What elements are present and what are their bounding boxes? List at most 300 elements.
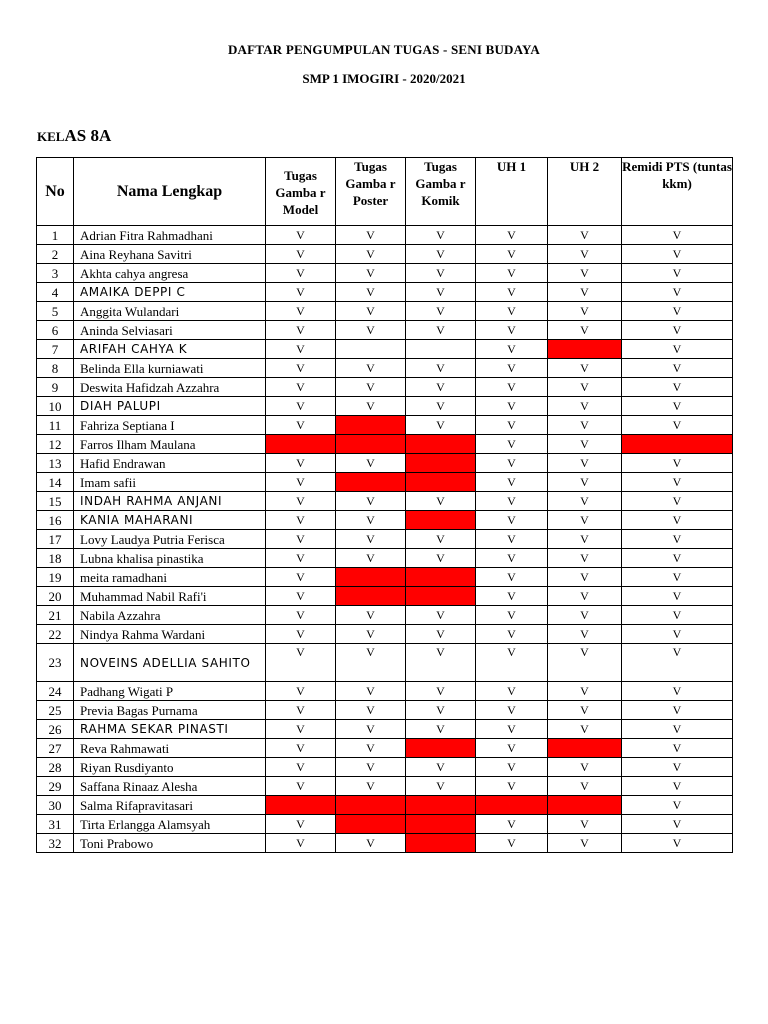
mark-cell-remidi-pts: V bbox=[622, 815, 733, 834]
table-row bbox=[37, 701, 733, 720]
header-no: No bbox=[37, 158, 74, 226]
student-name: Saffana Rinaaz Alesha bbox=[74, 777, 266, 796]
student-name: NOVEINS ADELLIA SAHITO bbox=[74, 644, 266, 682]
table-row bbox=[37, 283, 733, 302]
row-number: 27 bbox=[37, 739, 74, 758]
row-number: 6 bbox=[37, 321, 74, 340]
student-name: Aninda Selviasari bbox=[74, 321, 266, 340]
mark-cell-remidi-pts: V bbox=[622, 701, 733, 720]
mark-cell-tugas-model: V bbox=[266, 340, 336, 359]
table-row bbox=[37, 758, 733, 777]
missing-cell-tugas-komik bbox=[406, 511, 476, 530]
student-name: Deswita Hafidzah Azzahra bbox=[74, 378, 266, 397]
missing-cell-uh2 bbox=[548, 739, 622, 758]
mark-cell-remidi-pts: V bbox=[622, 549, 733, 568]
student-name: Muhammad Nabil Rafi'i bbox=[74, 587, 266, 606]
mark-cell-uh1: V bbox=[476, 815, 548, 834]
table-row bbox=[37, 454, 733, 473]
table-row bbox=[37, 397, 733, 416]
row-number: 31 bbox=[37, 815, 74, 834]
student-name: Nabila Azzahra bbox=[74, 606, 266, 625]
mark-cell-tugas-poster: V bbox=[336, 834, 406, 853]
header-tugas-komik: Tugas Gamba r Komik bbox=[406, 158, 476, 226]
student-name: Hafid Endrawan bbox=[74, 454, 266, 473]
mark-cell-uh1: V bbox=[476, 492, 548, 511]
student-name: Nindya Rahma Wardani bbox=[74, 625, 266, 644]
mark-cell-tugas-model: V bbox=[266, 264, 336, 283]
mark-cell-remidi-pts: V bbox=[622, 796, 733, 815]
mark-cell-tugas-poster: V bbox=[336, 397, 406, 416]
mark-cell-tugas-model: V bbox=[266, 758, 336, 777]
mark-cell-remidi-pts: V bbox=[622, 397, 733, 416]
missing-cell-tugas-komik bbox=[406, 568, 476, 587]
mark-cell-uh2: V bbox=[548, 568, 622, 587]
mark-cell-tugas-model: V bbox=[266, 492, 336, 511]
missing-cell-tugas-poster bbox=[336, 435, 406, 454]
student-name: INDAH RAHMA ANJANI bbox=[74, 492, 266, 511]
mark-cell-uh2: V bbox=[548, 834, 622, 853]
mark-cell-tugas-poster: V bbox=[336, 530, 406, 549]
missing-cell-tugas-poster bbox=[336, 587, 406, 606]
mark-cell-remidi-pts: V bbox=[622, 530, 733, 549]
mark-cell-remidi-pts: V bbox=[622, 226, 733, 245]
mark-cell-uh2: V bbox=[548, 511, 622, 530]
mark-cell-remidi-pts: V bbox=[622, 492, 733, 511]
student-name: Adrian Fitra Rahmadhani bbox=[74, 226, 266, 245]
student-name: Belinda Ella kurniawati bbox=[74, 359, 266, 378]
row-number: 18 bbox=[37, 549, 74, 568]
table-row bbox=[37, 492, 733, 511]
mark-cell-tugas-komik: V bbox=[406, 264, 476, 283]
missing-cell-tugas-model bbox=[266, 435, 336, 454]
student-name: Toni Prabowo bbox=[74, 834, 266, 853]
mark-cell-uh1: V bbox=[476, 758, 548, 777]
mark-cell-tugas-model: V bbox=[266, 454, 336, 473]
mark-cell-remidi-pts: V bbox=[622, 511, 733, 530]
mark-cell-tugas-komik: V bbox=[406, 549, 476, 568]
missing-cell-tugas-komik bbox=[406, 435, 476, 454]
student-name: Reva Rahmawati bbox=[74, 739, 266, 758]
table-row bbox=[37, 796, 733, 815]
row-number: 8 bbox=[37, 359, 74, 378]
mark-cell-uh1: V bbox=[476, 359, 548, 378]
table-row bbox=[37, 606, 733, 625]
mark-cell-tugas-komik: V bbox=[406, 682, 476, 701]
mark-cell-tugas-model: V bbox=[266, 587, 336, 606]
mark-cell-tugas-poster: V bbox=[336, 701, 406, 720]
row-number: 16 bbox=[37, 511, 74, 530]
row-number: 20 bbox=[37, 587, 74, 606]
mark-cell-uh1: V bbox=[476, 530, 548, 549]
mark-cell-tugas-poster: V bbox=[336, 359, 406, 378]
mark-cell-tugas-poster: V bbox=[336, 549, 406, 568]
table-row bbox=[37, 302, 733, 321]
mark-cell-remidi-pts: V bbox=[622, 416, 733, 435]
missing-cell-tugas-komik bbox=[406, 587, 476, 606]
mark-cell-uh1: V bbox=[476, 416, 548, 435]
mark-cell-uh2: V bbox=[548, 473, 622, 492]
mark-cell-uh2: V bbox=[548, 758, 622, 777]
row-number: 13 bbox=[37, 454, 74, 473]
missing-cell-uh2 bbox=[548, 796, 622, 815]
mark-cell-tugas-komik: V bbox=[406, 625, 476, 644]
mark-cell-tugas-komik: V bbox=[406, 359, 476, 378]
mark-cell-uh2: V bbox=[548, 226, 622, 245]
mark-cell-remidi-pts: V bbox=[622, 587, 733, 606]
mark-cell-uh2: V bbox=[548, 264, 622, 283]
class-label-rest: AS 8A bbox=[64, 126, 112, 145]
table-header-row bbox=[37, 158, 733, 226]
header-uh1: UH 1 bbox=[476, 158, 548, 226]
table-row bbox=[37, 587, 733, 606]
row-number: 25 bbox=[37, 701, 74, 720]
table-row bbox=[37, 264, 733, 283]
mark-cell-tugas-komik: V bbox=[406, 644, 476, 682]
mark-cell-tugas-komik bbox=[406, 340, 476, 359]
table-body bbox=[37, 226, 733, 853]
row-number: 15 bbox=[37, 492, 74, 511]
mark-cell-tugas-komik: V bbox=[406, 758, 476, 777]
mark-cell-tugas-model: V bbox=[266, 777, 336, 796]
table-row bbox=[37, 321, 733, 340]
student-name: Lovy Laudya Putria Ferisca bbox=[74, 530, 266, 549]
mark-cell-tugas-model: V bbox=[266, 378, 336, 397]
row-number: 30 bbox=[37, 796, 74, 815]
missing-cell-tugas-poster bbox=[336, 796, 406, 815]
table-row bbox=[37, 777, 733, 796]
mark-cell-uh1: V bbox=[476, 549, 548, 568]
mark-cell-tugas-poster: V bbox=[336, 454, 406, 473]
table-row bbox=[37, 568, 733, 587]
mark-cell-tugas-poster: V bbox=[336, 777, 406, 796]
header-remidi-pts: Remidi PTS (tuntas kkm) bbox=[622, 158, 733, 226]
mark-cell-uh2: V bbox=[548, 378, 622, 397]
mark-cell-tugas-model: V bbox=[266, 397, 336, 416]
mark-cell-tugas-model: V bbox=[266, 283, 336, 302]
mark-cell-tugas-model: V bbox=[266, 834, 336, 853]
missing-cell-tugas-poster bbox=[336, 815, 406, 834]
mark-cell-uh2: V bbox=[548, 777, 622, 796]
row-number: 29 bbox=[37, 777, 74, 796]
mark-cell-tugas-poster: V bbox=[336, 682, 406, 701]
row-number: 2 bbox=[37, 245, 74, 264]
mark-cell-remidi-pts: V bbox=[622, 777, 733, 796]
row-number: 10 bbox=[37, 397, 74, 416]
mark-cell-uh2: V bbox=[548, 682, 622, 701]
mark-cell-uh1: V bbox=[476, 587, 548, 606]
mark-cell-tugas-komik: V bbox=[406, 777, 476, 796]
mark-cell-remidi-pts: V bbox=[622, 720, 733, 739]
table-row bbox=[37, 530, 733, 549]
table-row bbox=[37, 359, 733, 378]
mark-cell-tugas-model: V bbox=[266, 720, 336, 739]
mark-cell-remidi-pts: V bbox=[622, 834, 733, 853]
mark-cell-tugas-model: V bbox=[266, 815, 336, 834]
row-number: 1 bbox=[37, 226, 74, 245]
mark-cell-tugas-komik: V bbox=[406, 701, 476, 720]
missing-cell-uh1 bbox=[476, 796, 548, 815]
row-number: 5 bbox=[37, 302, 74, 321]
mark-cell-uh1: V bbox=[476, 302, 548, 321]
mark-cell-tugas-komik: V bbox=[406, 530, 476, 549]
header-tugas-poster: Tugas Gamba r Poster bbox=[336, 158, 406, 226]
row-number: 32 bbox=[37, 834, 74, 853]
row-number: 19 bbox=[37, 568, 74, 587]
mark-cell-uh1: V bbox=[476, 283, 548, 302]
mark-cell-uh2: V bbox=[548, 644, 622, 682]
mark-cell-uh2: V bbox=[548, 606, 622, 625]
student-name: Aina Reyhana Savitri bbox=[74, 245, 266, 264]
mark-cell-uh1: V bbox=[476, 454, 548, 473]
mark-cell-uh1: V bbox=[476, 435, 548, 454]
mark-cell-remidi-pts: V bbox=[622, 625, 733, 644]
mark-cell-uh1: V bbox=[476, 739, 548, 758]
mark-cell-tugas-model: V bbox=[266, 226, 336, 245]
table-row bbox=[37, 739, 733, 758]
mark-cell-uh2: V bbox=[548, 435, 622, 454]
mark-cell-uh1: V bbox=[476, 682, 548, 701]
mark-cell-remidi-pts: V bbox=[622, 644, 733, 682]
mark-cell-uh2: V bbox=[548, 815, 622, 834]
student-name: Lubna khalisa pinastika bbox=[74, 549, 266, 568]
mark-cell-tugas-model: V bbox=[266, 701, 336, 720]
mark-cell-tugas-model: V bbox=[266, 321, 336, 340]
mark-cell-tugas-model: V bbox=[266, 644, 336, 682]
mark-cell-uh2: V bbox=[548, 587, 622, 606]
class-label bbox=[37, 126, 111, 146]
table-row bbox=[37, 815, 733, 834]
mark-cell-tugas-komik: V bbox=[406, 720, 476, 739]
row-number: 22 bbox=[37, 625, 74, 644]
row-number: 17 bbox=[37, 530, 74, 549]
mark-cell-uh1: V bbox=[476, 511, 548, 530]
mark-cell-tugas-model: V bbox=[266, 606, 336, 625]
table-row bbox=[37, 245, 733, 264]
mark-cell-tugas-model: V bbox=[266, 416, 336, 435]
mark-cell-tugas-poster: V bbox=[336, 264, 406, 283]
mark-cell-remidi-pts: V bbox=[622, 682, 733, 701]
mark-cell-tugas-poster: V bbox=[336, 226, 406, 245]
table-row bbox=[37, 720, 733, 739]
mark-cell-uh2: V bbox=[548, 701, 622, 720]
missing-cell-tugas-poster bbox=[336, 568, 406, 587]
mark-cell-uh2: V bbox=[548, 454, 622, 473]
student-name: DIAH PALUPI bbox=[74, 397, 266, 416]
mark-cell-uh1: V bbox=[476, 625, 548, 644]
mark-cell-uh1: V bbox=[476, 226, 548, 245]
row-number: 23 bbox=[37, 644, 74, 682]
mark-cell-uh2: V bbox=[548, 625, 622, 644]
row-number: 14 bbox=[37, 473, 74, 492]
missing-cell-uh2 bbox=[548, 340, 622, 359]
mark-cell-uh2: V bbox=[548, 245, 622, 264]
student-name: Anggita Wulandari bbox=[74, 302, 266, 321]
mark-cell-remidi-pts: V bbox=[622, 283, 733, 302]
mark-cell-uh2: V bbox=[548, 549, 622, 568]
mark-cell-remidi-pts: V bbox=[622, 378, 733, 397]
mark-cell-remidi-pts: V bbox=[622, 359, 733, 378]
mark-cell-tugas-komik: V bbox=[406, 397, 476, 416]
mark-cell-remidi-pts: V bbox=[622, 264, 733, 283]
mark-cell-remidi-pts: V bbox=[622, 473, 733, 492]
table-row bbox=[37, 511, 733, 530]
mark-cell-tugas-model: V bbox=[266, 359, 336, 378]
table-row bbox=[37, 435, 733, 454]
table-row bbox=[37, 378, 733, 397]
mark-cell-tugas-komik: V bbox=[406, 321, 476, 340]
student-name: AMAIKA DEPPI C bbox=[74, 283, 266, 302]
mark-cell-tugas-poster: V bbox=[336, 283, 406, 302]
mark-cell-tugas-poster: V bbox=[336, 625, 406, 644]
row-number: 24 bbox=[37, 682, 74, 701]
mark-cell-uh1: V bbox=[476, 701, 548, 720]
missing-cell-tugas-poster bbox=[336, 473, 406, 492]
header-tugas-model: Tugas Gamba r Model bbox=[266, 158, 336, 226]
student-name: Riyan Rusdiyanto bbox=[74, 758, 266, 777]
row-number: 28 bbox=[37, 758, 74, 777]
row-number: 7 bbox=[37, 340, 74, 359]
table-row bbox=[37, 226, 733, 245]
mark-cell-tugas-model: V bbox=[266, 625, 336, 644]
mark-cell-uh1: V bbox=[476, 264, 548, 283]
missing-cell-tugas-komik bbox=[406, 473, 476, 492]
row-number: 11 bbox=[37, 416, 74, 435]
mark-cell-tugas-poster: V bbox=[336, 606, 406, 625]
mark-cell-tugas-model: V bbox=[266, 568, 336, 587]
mark-cell-tugas-poster: V bbox=[336, 492, 406, 511]
mark-cell-uh2: V bbox=[548, 283, 622, 302]
missing-cell-tugas-komik bbox=[406, 739, 476, 758]
mark-cell-remidi-pts: V bbox=[622, 302, 733, 321]
mark-cell-tugas-model: V bbox=[266, 739, 336, 758]
header-uh2: UH 2 bbox=[548, 158, 622, 226]
table-row bbox=[37, 834, 733, 853]
missing-cell-tugas-poster bbox=[336, 416, 406, 435]
student-name: KANIA MAHARANI bbox=[74, 511, 266, 530]
mark-cell-tugas-model: V bbox=[266, 549, 336, 568]
missing-cell-tugas-komik bbox=[406, 454, 476, 473]
mark-cell-uh2: V bbox=[548, 416, 622, 435]
mark-cell-tugas-poster: V bbox=[336, 378, 406, 397]
row-number: 9 bbox=[37, 378, 74, 397]
mark-cell-remidi-pts: V bbox=[622, 739, 733, 758]
mark-cell-tugas-komik: V bbox=[406, 378, 476, 397]
student-name: Tirta Erlangga Alamsyah bbox=[74, 815, 266, 834]
document-title: DAFTAR PENGUMPULAN TUGAS - SENI BUDAYA bbox=[227, 42, 541, 57]
student-name: meita ramadhani bbox=[74, 568, 266, 587]
mark-cell-uh1: V bbox=[476, 720, 548, 739]
mark-cell-remidi-pts: V bbox=[622, 606, 733, 625]
mark-cell-tugas-poster: V bbox=[336, 511, 406, 530]
mark-cell-tugas-poster: V bbox=[336, 644, 406, 682]
mark-cell-tugas-model: V bbox=[266, 245, 336, 264]
mark-cell-uh1: V bbox=[476, 340, 548, 359]
missing-cell-remidi-pts bbox=[622, 435, 733, 454]
mark-cell-uh1: V bbox=[476, 321, 548, 340]
mark-cell-remidi-pts: V bbox=[622, 321, 733, 340]
mark-cell-uh2: V bbox=[548, 720, 622, 739]
mark-cell-uh1: V bbox=[476, 777, 548, 796]
mark-cell-remidi-pts: V bbox=[622, 454, 733, 473]
table-row bbox=[37, 682, 733, 701]
mark-cell-tugas-komik: V bbox=[406, 302, 476, 321]
mark-cell-remidi-pts: V bbox=[622, 568, 733, 587]
table-row bbox=[37, 625, 733, 644]
student-name: Fahriza Septiana I bbox=[74, 416, 266, 435]
mark-cell-uh1: V bbox=[476, 245, 548, 264]
mark-cell-tugas-model: V bbox=[266, 682, 336, 701]
table-row bbox=[37, 340, 733, 359]
mark-cell-uh1: V bbox=[476, 397, 548, 416]
mark-cell-uh1: V bbox=[476, 473, 548, 492]
mark-cell-remidi-pts: V bbox=[622, 245, 733, 264]
row-number: 12 bbox=[37, 435, 74, 454]
student-name: Padhang Wigati P bbox=[74, 682, 266, 701]
student-name: RAHMA SEKAR PINASTI bbox=[74, 720, 266, 739]
mark-cell-uh1: V bbox=[476, 834, 548, 853]
mark-cell-tugas-komik: V bbox=[406, 245, 476, 264]
student-name: Previa Bagas Purnama bbox=[74, 701, 266, 720]
mark-cell-uh2: V bbox=[548, 397, 622, 416]
mark-cell-tugas-model: V bbox=[266, 302, 336, 321]
student-name: Imam safii bbox=[74, 473, 266, 492]
mark-cell-uh2: V bbox=[548, 359, 622, 378]
row-number: 26 bbox=[37, 720, 74, 739]
mark-cell-tugas-poster bbox=[336, 340, 406, 359]
mark-cell-tugas-komik: V bbox=[406, 492, 476, 511]
mark-cell-tugas-komik: V bbox=[406, 606, 476, 625]
mark-cell-uh2: V bbox=[548, 321, 622, 340]
missing-cell-tugas-komik bbox=[406, 815, 476, 834]
student-name: ARIFAH CAHYA K bbox=[74, 340, 266, 359]
mark-cell-tugas-poster: V bbox=[336, 245, 406, 264]
mark-cell-uh2: V bbox=[548, 492, 622, 511]
mark-cell-remidi-pts: V bbox=[622, 758, 733, 777]
mark-cell-remidi-pts: V bbox=[622, 340, 733, 359]
mark-cell-tugas-model: V bbox=[266, 511, 336, 530]
mark-cell-uh2: V bbox=[548, 302, 622, 321]
mark-cell-tugas-poster: V bbox=[336, 720, 406, 739]
mark-cell-uh1: V bbox=[476, 644, 548, 682]
student-name: Akhta cahya angresa bbox=[74, 264, 266, 283]
mark-cell-uh1: V bbox=[476, 568, 548, 587]
mark-cell-uh1: V bbox=[476, 606, 548, 625]
missing-cell-tugas-komik bbox=[406, 796, 476, 815]
mark-cell-tugas-poster: V bbox=[336, 321, 406, 340]
mark-cell-uh1: V bbox=[476, 378, 548, 397]
mark-cell-tugas-poster: V bbox=[336, 758, 406, 777]
missing-cell-tugas-komik bbox=[406, 834, 476, 853]
mark-cell-tugas-komik: V bbox=[406, 416, 476, 435]
missing-cell-tugas-model bbox=[266, 796, 336, 815]
header-name: Nama Lengkap bbox=[74, 158, 266, 226]
mark-cell-tugas-poster: V bbox=[336, 739, 406, 758]
student-name: Salma Rifapravitasari bbox=[74, 796, 266, 815]
table-row bbox=[37, 644, 733, 682]
table-row bbox=[37, 549, 733, 568]
row-number: 4 bbox=[37, 283, 74, 302]
mark-cell-tugas-poster: V bbox=[336, 302, 406, 321]
student-name: Farros Ilham Maulana bbox=[74, 435, 266, 454]
assignment-table bbox=[36, 157, 733, 853]
class-label-prefix: KEL bbox=[37, 129, 65, 144]
mark-cell-tugas-komik: V bbox=[406, 226, 476, 245]
table-row bbox=[37, 416, 733, 435]
row-number: 3 bbox=[37, 264, 74, 283]
mark-cell-tugas-model: V bbox=[266, 473, 336, 492]
row-number: 21 bbox=[37, 606, 74, 625]
document-subtitle: SMP 1 IMOGIRI - 2020/2021 bbox=[302, 71, 466, 86]
